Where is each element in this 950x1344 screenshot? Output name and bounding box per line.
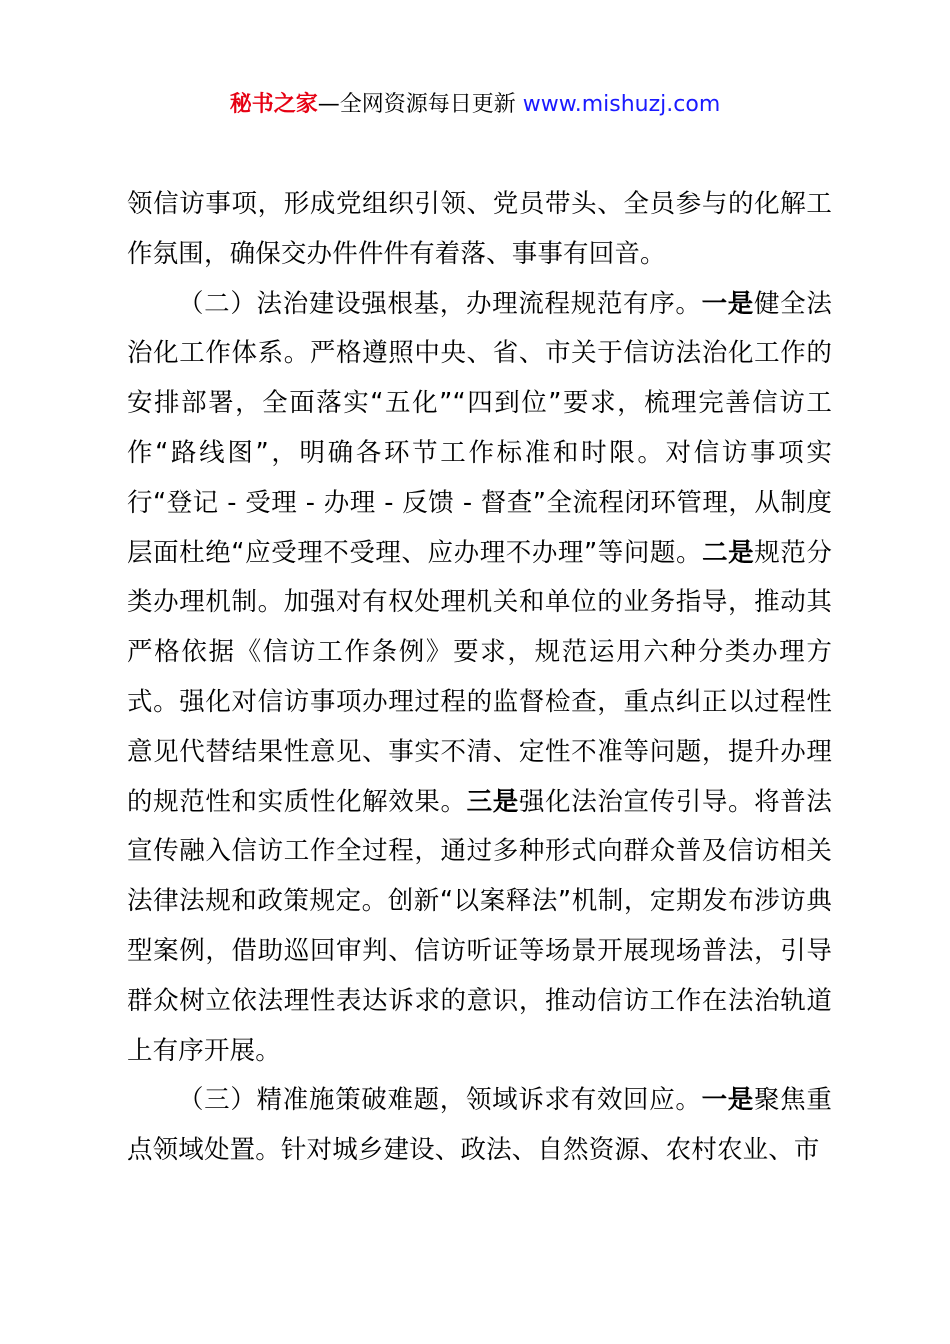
header-tagline: —全网资源每日更新 xyxy=(317,92,523,117)
section-heading: （二）法治建设强根基，办理流程规范有序。 xyxy=(178,288,702,319)
brand-name: 秘书之家 xyxy=(229,92,318,117)
document-body xyxy=(127,180,832,1176)
site-url[interactable]: www.mishuzj.com xyxy=(522,92,721,117)
paragraph-text: 健全法治化工作体系。严格遵照中央、省、市关于信访法治化工作的安排部署，全面落实“五化”“四到位”要求，梳理完善信访工作“路线图”，明确各环节工作标准和时限。对信访事项实行“登记 - 受理 - 办理 - 反馈 - 督查”全流程闭环管理，从制度层面杜绝“应受理不受理、应办理不办理”等问题。 xyxy=(127,288,832,568)
bold-lead-first: 一是 xyxy=(701,1085,754,1116)
bold-lead-third: 三是 xyxy=(466,786,519,817)
paragraph-text: 强化法治宣传引导。将普法宣传融入信访工作全过程，通过多种形式向群众普及信访相关法律法规和政策规定。创新“以案释法”机制，定期发布涉访典型案例，借助巡回审判、信访听证等场景开展现场普法，引导群众树立依法理性表达诉求的意识，推动信访工作在法治轨道上有序开展。 xyxy=(127,786,832,1066)
paragraph-2 xyxy=(127,280,832,1077)
page-header xyxy=(0,90,950,120)
paragraph-text: 聚焦重点领域处置。针对城乡建设、政法、自然资源、农村农业、市 xyxy=(127,1085,832,1166)
paragraph-3 xyxy=(127,1076,832,1176)
paragraph-1 xyxy=(127,180,832,280)
bold-lead-second: 二是 xyxy=(702,537,755,568)
section-heading: （三）精准施策破难题，领域诉求有效回应。 xyxy=(178,1085,702,1116)
paragraph-text: 领信访事项，形成党组织引领、党员带头、全员参与的化解工作氛围，确保交办件件件有着落、事事有回音。 xyxy=(127,189,832,269)
bold-lead-first: 一是 xyxy=(701,288,754,319)
paragraph-text: 规范分类办理机制。加强对有权处理机关和单位的业务指导，推动其严格依据《信访工作条例》要求，规范运用六种分类办理方式。强化对信访事项办理过程的监督检查，重点纠正以过程性意见代替结果性意见、事实不清、定性不准等问题，提升办理的规范性和实质性化解效果。 xyxy=(127,537,833,817)
